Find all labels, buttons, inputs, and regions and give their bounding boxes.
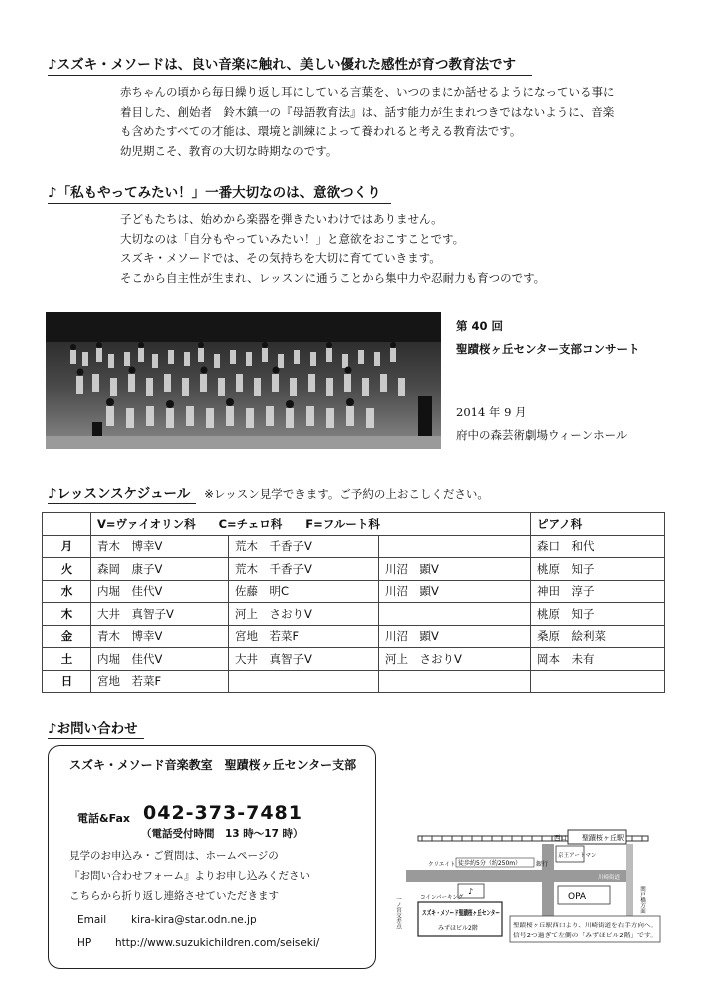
table-row (43, 580, 665, 603)
contact-line: 見学のお申込み・ご質問は、ホームページの (69, 850, 279, 862)
piano-teacher-cell: 桃原 知子 (531, 603, 665, 626)
contact-line: こちらから折り返し連絡させていただきます (69, 890, 279, 902)
teacher-cell (379, 535, 531, 558)
day-cell: 日 (43, 670, 91, 693)
table-row (43, 558, 665, 581)
cleaners-label: クリエイト (428, 862, 456, 868)
teacher-cell: 川沼 顕V (379, 625, 531, 648)
section1-line: も含めたすべての才能は、環境と訓練によって養われると考える教育法です。 (120, 124, 522, 138)
teacher-cell: 河上 さおりV (379, 648, 531, 671)
table-row (43, 603, 665, 626)
school-name-label: スズキ・メソード聖蹟桜ヶ丘センター (422, 909, 541, 917)
teacher-cell (229, 670, 379, 693)
piano-teacher-cell: 岡本 未有 (531, 648, 665, 671)
piano-teacher-cell: 神田 淳子 (531, 580, 665, 603)
homepage-link[interactable]: http://www.suzukichildren.com/seiseki/ (115, 937, 320, 949)
hp-label: HP (77, 937, 92, 949)
header-cell: V=ヴァイオリン科 C=チェロ科 F=フルート科 (91, 513, 531, 536)
building-label: みずほビル2階 (438, 925, 478, 932)
opa-label: OPA (568, 892, 587, 902)
phone-number: 042-373-7481 (143, 802, 303, 824)
schedule-note: ※レッスン見学できます。ご予約の上おこしください。 (204, 487, 489, 501)
piano-teacher-cell (531, 670, 665, 693)
schedule-underline (48, 503, 196, 504)
header-cell (43, 513, 91, 536)
section2-paragraph (120, 210, 545, 288)
email-link[interactable]: kira-kira@star.odn.ne.jp (131, 914, 257, 926)
section2-line: スズキ・メソードでは、その気持ちを大切に育てていきます。 (120, 251, 441, 265)
teacher-cell: 青木 博幸V (91, 535, 229, 558)
road-label: 川崎街道 (598, 875, 621, 881)
phone-hours: （電話受付時間 13 時〜17 時） (141, 828, 304, 840)
section2-heading: ♪「私もやってみたい！」一番大切なのは、意欲つくり (48, 185, 381, 201)
music-note-icon: ♪ (468, 887, 474, 896)
teacher-cell: 内堀 佳代V (91, 648, 229, 671)
access-map (395, 826, 660, 946)
kawasaki-road (406, 870, 626, 882)
day-cell: 金 (43, 625, 91, 648)
teacher-cell: 川沼 顕V (379, 558, 531, 581)
section1-heading: ♪スズキ・メソードは、良い音楽に触れ、美しい優れた感性が育つ教育法です (48, 57, 517, 73)
section1-underline (48, 75, 532, 76)
table-row (43, 670, 665, 693)
table-row (43, 625, 665, 648)
teacher-cell: 河上 さおりV (229, 603, 379, 626)
section2-line: そこから自主性が生まれ、レッスンに通うことから集中力や忍耐力も育つのです。 (120, 270, 546, 285)
concert-number: 第 40 回 (456, 319, 504, 333)
teacher-cell: 宮地 若菜F (229, 625, 379, 648)
teacher-cell (379, 670, 531, 693)
teacher-cell: 宮地 若菜F (91, 670, 229, 693)
piano-teacher-cell: 桃原 知子 (531, 558, 665, 581)
ichinomiya-label: 一ノ宮交差点 (395, 896, 401, 929)
schedule-title: ♪レッスンスケジュール (48, 486, 191, 502)
directions-line: 聖蹟桜ヶ丘駅西口より、川崎街道を右手方向へ。 (513, 923, 637, 929)
bank-label: 銀行 (536, 861, 549, 868)
walk-label: 徒歩約5分（約250m） (458, 860, 522, 867)
section1-line: 着目した、創始者 鈴木鎮一の『母語教育法』は、話す能力が生まれつきではないように、音楽 (120, 104, 615, 119)
teacher-cell: 荒木 千香子V (229, 558, 379, 581)
day-cell: 火 (43, 558, 91, 581)
schedule-heading (48, 485, 489, 503)
station-exit-label: 西口 (554, 834, 567, 842)
parking-label: コインパーキング (420, 895, 464, 901)
teacher-cell: 内堀 佳代V (91, 580, 229, 603)
teacher-cell: 川沼 顕V (379, 580, 531, 603)
teacher-cell: 荒木 千香子V (229, 535, 379, 558)
contact-underline (48, 738, 144, 739)
contact-line: 『お問い合わせフォーム』よりお申し込みください (69, 870, 310, 882)
table-row (43, 535, 665, 558)
teacher-cell: 森岡 康子V (91, 558, 229, 581)
piano-teacher-cell: 森口 和代 (531, 535, 665, 558)
contact-heading: ♪お問い合わせ (48, 721, 138, 737)
concert-venue: 府中の森芸術劇場ウィーンホール (456, 428, 628, 442)
email-label: Email (77, 914, 107, 926)
tama-label: 関戸橋方面 (639, 886, 645, 914)
concert-date: 2014 年 9 月 (456, 405, 527, 419)
day-cell: 木 (43, 603, 91, 626)
shop-label: 京王アートマン (558, 853, 597, 859)
phone-label: 電話&Fax (77, 812, 130, 825)
teacher-cell: 青木 博幸V (91, 625, 229, 648)
day-cell: 土 (43, 648, 91, 671)
schedule-table (42, 512, 665, 693)
day-cell: 月 (43, 535, 91, 558)
concert-photo (46, 312, 441, 449)
directions-line: 信号2つ過ぎて左側の「みずほビル2階」です。 (513, 933, 632, 939)
section1-paragraph (120, 83, 615, 161)
section1-line: 幼児期こそ、教育の大切な時期なのです。 (120, 143, 338, 158)
day-cell: 水 (43, 580, 91, 603)
section1-line: 赤ちゃんの頃から毎日繰り返し耳にしている言葉を、いつのまにか話せるようになっている事に (120, 85, 615, 99)
station-label: 聖蹟桜ヶ丘駅 (582, 834, 624, 842)
section2-line: 子どもたちは、始めから楽器を弾きたいわけではありません。 (120, 212, 443, 226)
section2-line: 大切なのは「自分もやっていみたい！」と意欲をおこすことです。 (120, 231, 465, 246)
teacher-cell: 大井 真智子V (91, 603, 229, 626)
section2-underline (48, 203, 391, 204)
school-title: スズキ・メソード音楽教室 聖蹟桜ヶ丘センター支部 (69, 758, 357, 772)
table-row (43, 648, 665, 671)
teacher-cell: 大井 真智子V (229, 648, 379, 671)
contact-box (48, 745, 376, 969)
teacher-cell (379, 603, 531, 626)
header-cell: ピアノ科 (531, 513, 665, 536)
piano-teacher-cell: 桑原 絵利菜 (531, 625, 665, 648)
teacher-cell: 佐藤 明C (229, 580, 379, 603)
concert-name: 聖蹟桜ヶ丘センター支部コンサート (456, 342, 640, 356)
table-header-row (43, 513, 665, 536)
